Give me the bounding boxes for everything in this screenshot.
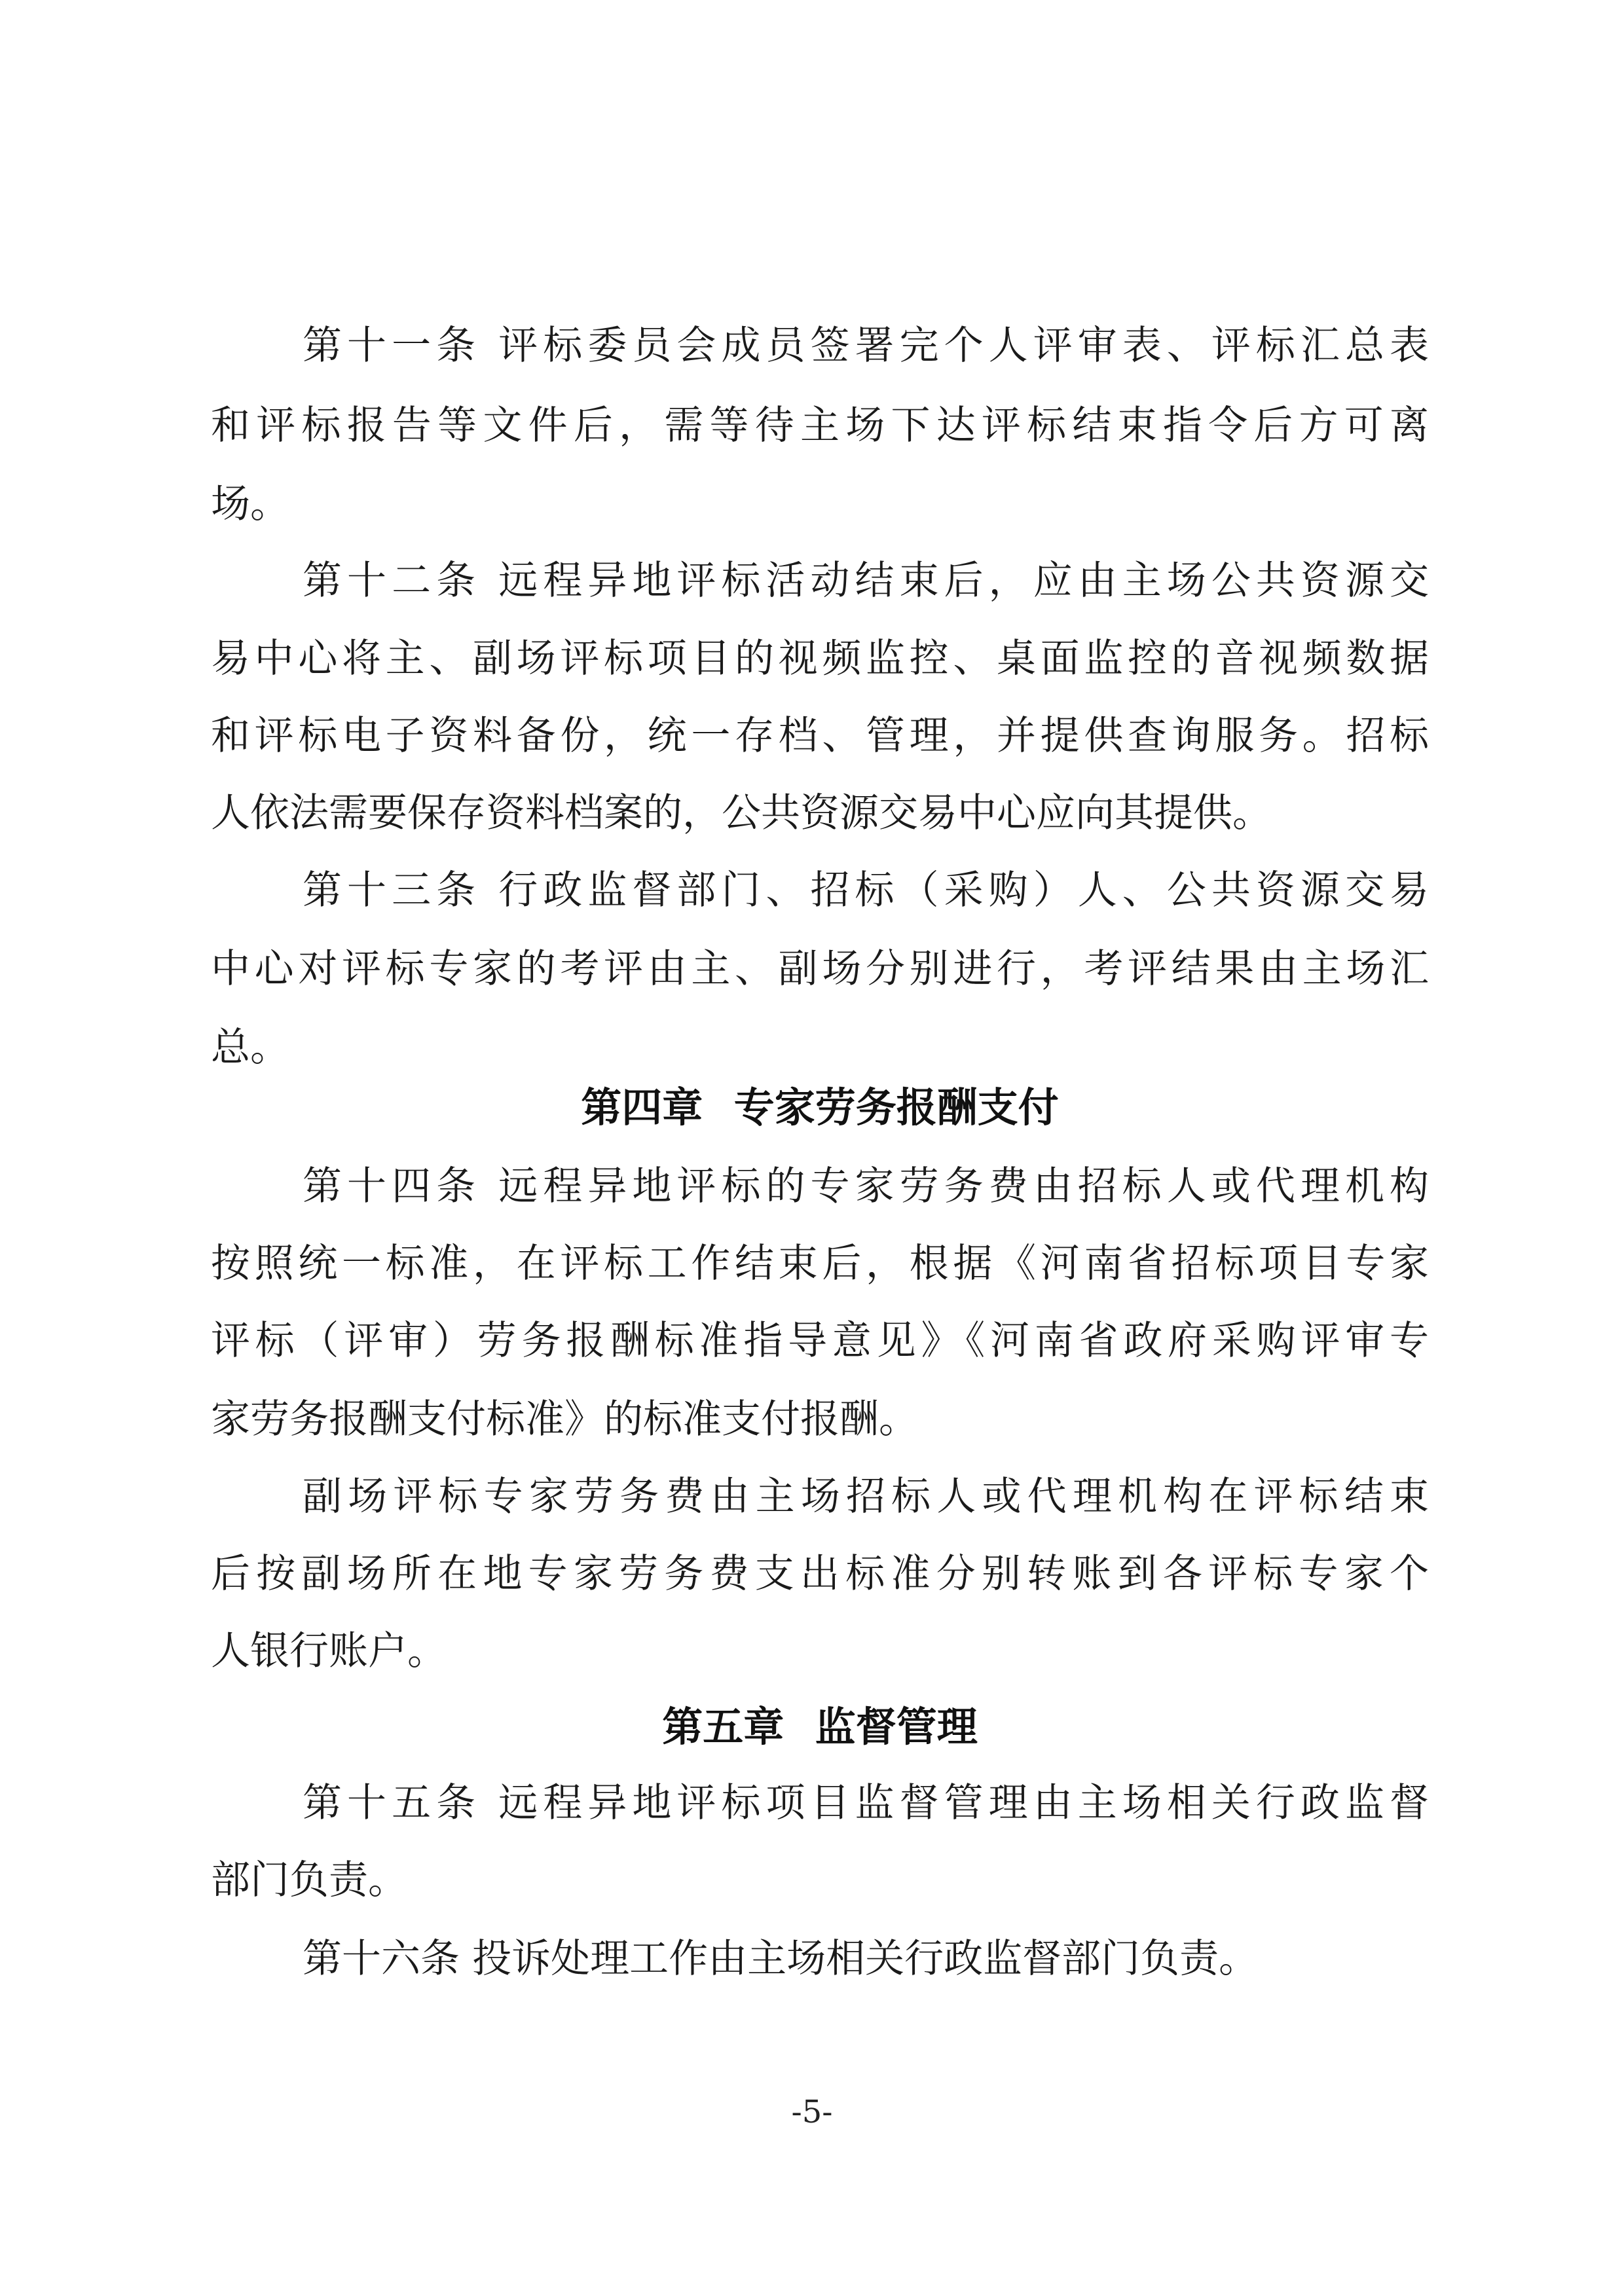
article-11-line-1: 第十一条 评标委员会成员签署完个人评审表、评标汇总表	[303, 323, 1429, 369]
article-14-paragraph-2-line-3: 人银行账户。	[211, 1628, 447, 1674]
article-15-line-2: 部门负责。	[211, 1857, 407, 1903]
article-15-line-1: 第十五条 远程异地评标项目监督管理由主场相关行政监督	[303, 1780, 1429, 1826]
chapter-5-heading: 第五章 监督管理	[662, 1703, 978, 1751]
chapter-4-heading: 第四章 专家劳务报酬支付	[581, 1084, 1059, 1131]
article-12-line-4: 人依法需要保存资料档案的，公共资源交易中心应向其提供。	[211, 790, 1272, 836]
article-14-paragraph-2-line-1: 副场评标专家劳务费由主场招标人或代理机构在评标结束	[303, 1474, 1429, 1520]
article-14-line-2: 按照统一标准，在评标工作结束后，根据《河南省招标项目专家	[211, 1241, 1429, 1286]
page-number: -5-	[791, 2094, 833, 2130]
article-13-line-3: 总。	[211, 1025, 289, 1070]
article-12-line-3: 和评标电子资料备份，统一存档、管理，并提供查询服务。招标	[211, 713, 1429, 759]
article-12-line-1: 第十二条 远程异地评标活动结束后，应由主场公共资源交	[303, 558, 1429, 604]
article-12-line-2: 易中心将主、副场评标项目的视频监控、桌面监控的音视频数据	[211, 636, 1429, 682]
article-13-line-2: 中心对评标专家的考评由主、副场分别进行，考评结果由主场汇	[211, 946, 1429, 992]
article-14-line-1: 第十四条 远程异地评标的专家劳务费由招标人或代理机构	[303, 1163, 1429, 1209]
article-14-line-3: 评标（评审）劳务报酬标准指导意见》《河南省政府采购评审专	[211, 1318, 1429, 1364]
article-11-line-2: 和评标报告等文件后，需等待主场下达评标结束指令后方可离	[211, 403, 1429, 448]
article-13-line-1: 第十三条 行政监督部门、招标（采购）人、公共资源交易	[303, 867, 1429, 913]
article-11-line-3: 场。	[211, 481, 289, 527]
article-16-line-1: 第十六条 投诉处理工作由主场相关行政监督部门负责。	[303, 1936, 1259, 1982]
article-14-line-4: 家劳务报酬支付标准》的标准支付报酬。	[211, 1396, 918, 1442]
article-14-paragraph-2-line-2: 后按副场所在地专家劳务费支出标准分别转账到各评标专家个	[211, 1551, 1429, 1597]
